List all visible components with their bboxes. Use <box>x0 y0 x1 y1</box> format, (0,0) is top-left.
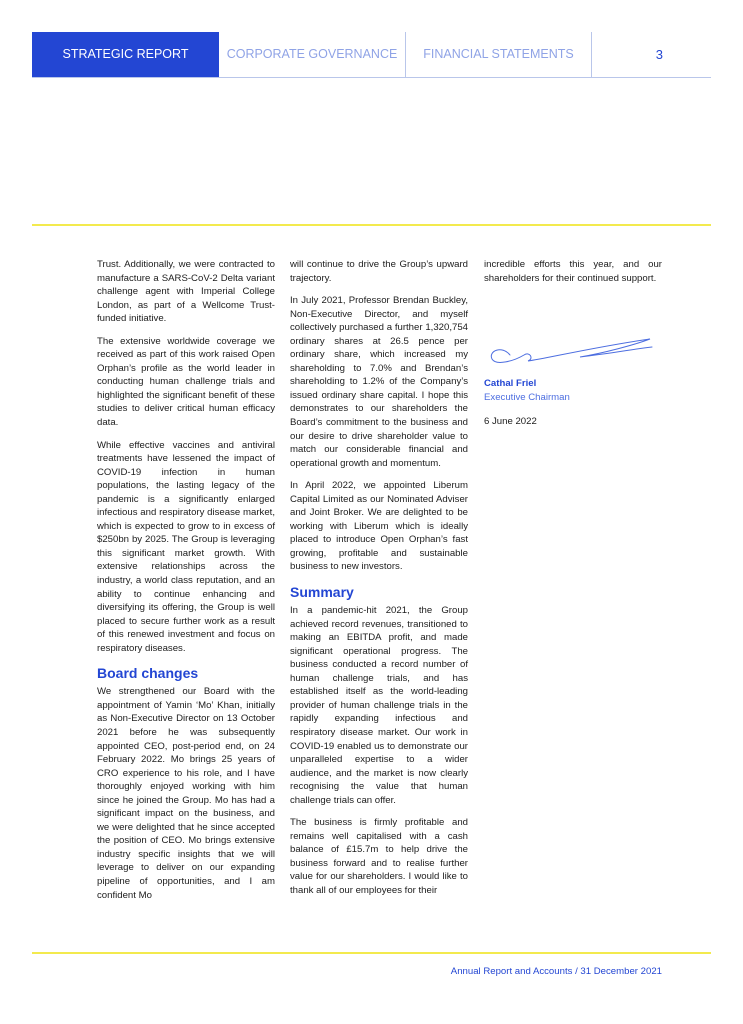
footer-text: Annual Report and Accounts / 31 December 2021 <box>450 966 662 977</box>
paragraph: The extensive worldwide coverage we received as part of this work raised Open Orphan’s profile as the world leader in conducting human challenge trials and highlighted the significant benefit of these studies to deliver critical human efficacy data. <box>97 335 275 429</box>
tab-corporate-governance[interactable]: CORPORATE GOVERNANCE <box>219 32 406 77</box>
paragraph: In April 2022, we appointed Liberum Capital Limited as our Nominated Adviser and Joint Broker. We are delighted to be working with Liberum which is ideally placed to introduce Open Orphan’s fast growing, profitable and sustainable business to new investors. <box>290 480 468 573</box>
top-divider <box>32 224 711 226</box>
tab-financial-statements[interactable]: FINANCIAL STATEMENTS <box>406 32 592 77</box>
paragraph: Trust. Additionally, we were contracted to manufacture a SARS-CoV-2 Delta variant challenge agent with Imperial College London, as part of a Wellcome Trust-funded initiative. <box>97 259 275 325</box>
column-3 <box>484 258 662 294</box>
signatory-role: Executive Chairman <box>484 392 570 403</box>
paragraph: The business is firmly profitable and remains well capitalised with a cash balance of £15.7m to help drive the business forward and to realise further value for our shareholders. I would like to thank all of our employees for their <box>290 817 468 896</box>
header-nav <box>32 32 711 78</box>
page-number: 3 <box>655 47 663 62</box>
paragraph: will continue to drive the Group’s upward trajectory. <box>290 259 468 284</box>
column-2 <box>290 258 468 907</box>
paragraph: In July 2021, Professor Brendan Buckley, Non-Executive Director, and myself collectively purchased a further 1,320,754 ordinary shares at 26.5 pence per ordinary share, which increased my shareholding to 7.0% and Brendan’s shareholding to 1.2% of the Company’s issued ordinary share capital. I hope this demonstrates to our shareholders the Board’s commitment to the business and our desire to drive shareholder value to match our considerable financial and operational growth and momentum. <box>290 295 468 469</box>
signature-image <box>484 335 656 370</box>
paragraph: While effective vaccines and antiviral treatments have lessened the impact of COVID-19 infection in human populations, the lasting legacy of the pandemic is a significantly enlarged infectious and respiratory disease market, which is expected to grow to in excess of $250bn by 2025. The Group is leveraging this significant market growth. With extensive relationships across the industry, a world class reputation, and an ability to continue enhancing and diversifying its offering, the Group is well placed to secure further work as a result of this renewed investment and focus on respiratory diseases. <box>97 439 275 654</box>
paragraph: In a pandemic-hit 2021, the Group achieved record revenues, transitioned to making an EBITDA profit, and made significant operational progress. The business conducted a record number of human challenge trials, and has established itself as the world-leading provider of human challenge trials in the rapidly expanding infectious and respiratory disease market. Our work in COVID-19 enabled us to demonstrate our unparalleled expertise to a wider audience, and the market is now clearly recognising the value that human challenge trials can offer. <box>290 605 468 806</box>
bottom-divider <box>32 952 711 954</box>
tab-strategic-report[interactable]: STRATEGIC REPORT <box>32 32 219 77</box>
paragraph: incredible efforts this year, and our shareholders for their continued support. <box>484 259 662 284</box>
column-1 <box>97 258 275 911</box>
signatory-name: Cathal Friel <box>484 378 537 389</box>
section-heading-board-changes: Board changes <box>97 665 199 682</box>
paragraph: We strengthened our Board with the appointment of Yamin ‘Mo’ Khan, initially as Non-Executive Director on 13 October 2021 before he was subsequently appointed CEO, post-period end, on 24 February 2022. Mo brings 25 years of CRO experience to his role, and I have thoroughly enjoyed working with him since he joined the Group. Mo has had a significant impact on the business, and we were delighted that he since accepted the position of CEO. Mo brings extensive industry specific insights that we will leverage to deliver on our expanding pipeline of opportunities, and I am confident Mo <box>97 686 275 901</box>
signature-date: 6 June 2022 <box>484 416 537 427</box>
section-heading-summary: Summary <box>290 584 354 601</box>
